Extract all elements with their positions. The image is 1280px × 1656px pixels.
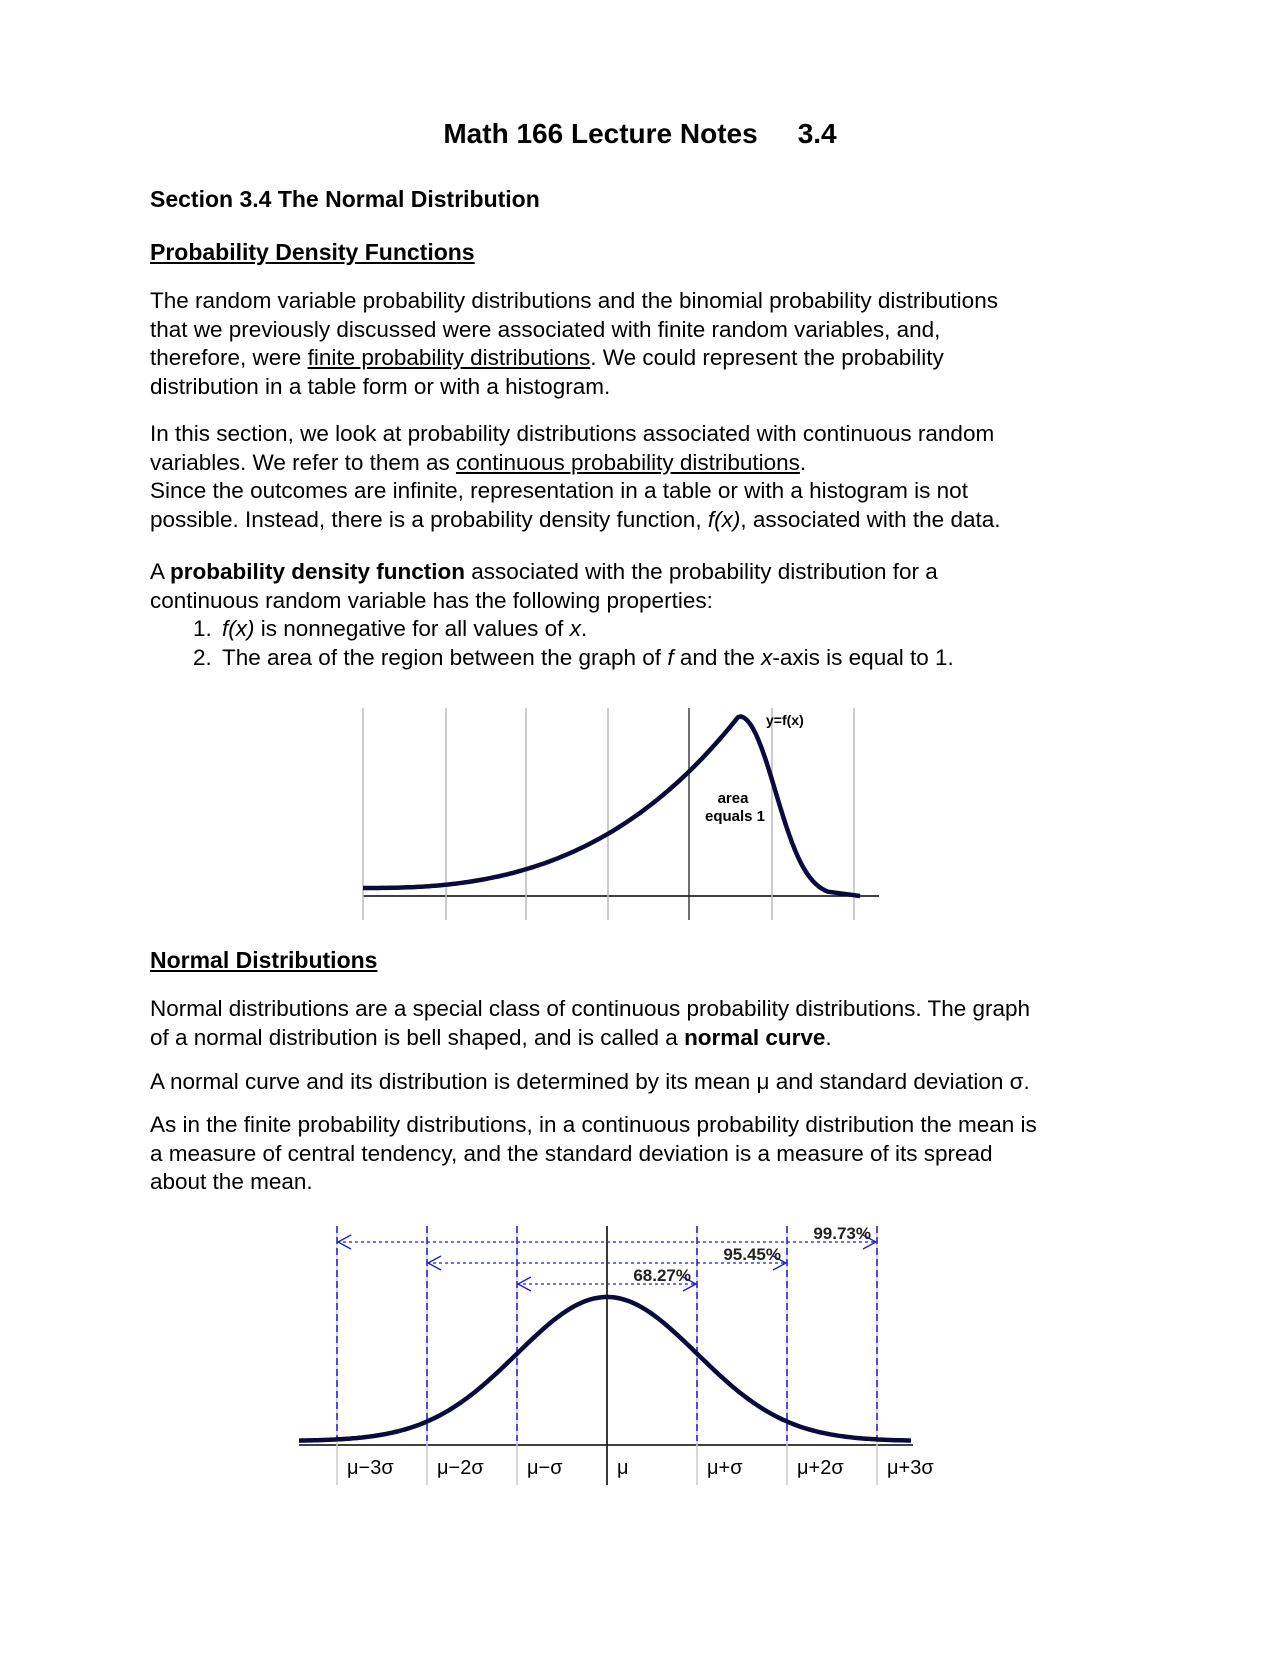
normal-heading: Normal Distributions <box>150 947 378 973</box>
tick-label: μ+2σ <box>797 1457 844 1479</box>
tick-label: μ−3σ <box>347 1457 394 1479</box>
text: that we previously discussed were associated with finite random variables, and, <box>150 316 941 342</box>
text: is nonnegative for all values of <box>254 616 570 642</box>
text: . <box>825 1024 832 1050</box>
text: The area of the region between the graph of <box>222 644 668 670</box>
area-label-1: area <box>717 790 749 807</box>
paragraph-spread <box>150 1111 1280 1197</box>
text: therefore, were <box>150 345 308 371</box>
text: Since the outcomes are infinite, representation in a table or with a histogram is not <box>150 478 968 504</box>
fx: f(x) <box>707 506 741 532</box>
text: about the mean. <box>150 1169 313 1195</box>
text: a measure of central tendency, and the standard deviation is a measure of its spread <box>150 1140 993 1166</box>
text: The random variable probability distributions and the binomial probability distributions <box>150 288 998 313</box>
interval-label: 95.45% <box>723 1245 781 1264</box>
x: x <box>761 644 773 670</box>
title-number: 3.4 <box>797 118 837 149</box>
text: As in the finite probability distributions, in a continuous probability distribution the mean is <box>150 1112 1037 1137</box>
text: distribution in a table form or with a histogram. <box>150 373 611 399</box>
density-curve <box>363 716 860 896</box>
fx: f(x) <box>222 616 255 642</box>
interval-label: 68.27% <box>633 1266 691 1285</box>
tick-label: μ−2σ <box>437 1457 484 1479</box>
term-finite: finite probability distributions <box>307 345 591 371</box>
tick-label: μ+3σ <box>887 1457 934 1479</box>
paragraph-normal <box>150 995 1280 1052</box>
text: of a normal distribution is bell shaped, and is called a <box>150 1024 685 1050</box>
section-heading: Section 3.4 The Normal Distribution <box>150 186 540 212</box>
normal-curve <box>299 1297 911 1441</box>
tick-label: μ <box>617 1457 629 1479</box>
normal-curve-figure <box>299 1224 934 1485</box>
interval-label: 99.73% <box>813 1224 871 1243</box>
text: Normal distributions are a special class of continuous probability distributions. The graph <box>150 996 1031 1021</box>
curve-label: y=f(x) <box>766 712 804 728</box>
x: x <box>569 616 581 642</box>
area-label-2: equals 1 <box>704 808 766 825</box>
tick-label: μ+σ <box>707 1457 743 1479</box>
f: f <box>667 644 674 670</box>
text: , associated with the data. <box>740 506 1001 532</box>
paragraph-mean-sd: A normal curve and its distribution is determined by its mean μ and standard deviation σ. <box>150 1069 1030 1094</box>
text: associated with the probability distribution for a <box>465 559 938 584</box>
pdf-heading: Probability Density Functions <box>150 239 475 265</box>
text: A <box>150 559 171 584</box>
text: continuous random variable has the following properties: <box>150 587 713 613</box>
text: and the <box>673 644 762 670</box>
tick-label: μ−σ <box>527 1457 563 1479</box>
text: -axis is equal to 1. <box>772 644 954 670</box>
text: variables. We refer to them as <box>150 449 456 475</box>
term-normal-curve: normal curve <box>684 1024 826 1050</box>
term-continuous: continuous probability distributions <box>455 449 800 475</box>
term-pdf: probability density function <box>170 559 466 584</box>
text: In this section, we look at probability distributions associated with continuous random <box>150 421 995 446</box>
title-text: Math 166 Lecture Notes <box>443 118 758 149</box>
text: . <box>580 616 588 642</box>
text: . We could represent the probability <box>590 345 944 371</box>
text: possible. Instead, there is a probability density function, <box>150 506 708 532</box>
text: . <box>799 449 807 475</box>
skewed-density-figure <box>363 708 879 920</box>
